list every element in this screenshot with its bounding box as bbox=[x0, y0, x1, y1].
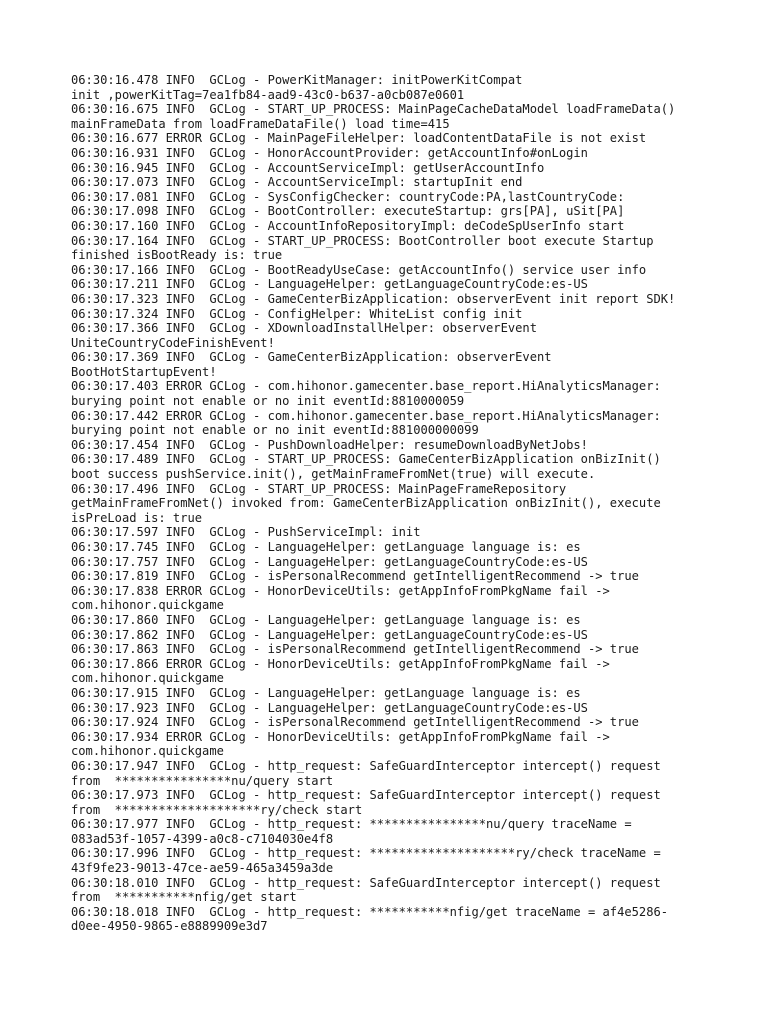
log-line: finished isBootReady is: true bbox=[71, 248, 283, 263]
log-line: com.hihonor.quickgame bbox=[71, 598, 224, 613]
log-line: 06:30:17.454 INFO GCLog - PushDownloadHelper: resumeDownloadByNetJobs! bbox=[71, 437, 588, 452]
log-line: 06:30:17.211 INFO GCLog - LanguageHelper: getLanguageCountryCode:es-US bbox=[71, 277, 588, 292]
log-line: 06:30:17.166 INFO GCLog - BootReadyUseCase: getAccountInfo() service user info bbox=[71, 262, 647, 277]
log-line: 06:30:17.496 INFO GCLog - START_UP_PROCESS: MainPageFrameRepository bbox=[71, 481, 567, 496]
log-line: 06:30:16.677 ERROR GCLog - MainPageFileHelper: loadContentDataFile is not exist bbox=[71, 131, 647, 146]
log-line: 06:30:17.973 INFO GCLog - http_request: SafeGuardInterceptor intercept() request bbox=[71, 788, 661, 803]
log-line: 06:30:17.977 INFO GCLog - http_request: ****************nu/query traceName = bbox=[71, 817, 632, 832]
log-line: UniteCountryCodeFinishEvent! bbox=[71, 335, 275, 350]
log-line: 083ad53f-1057-4399-a0c8-c7104030e4f8 bbox=[71, 831, 334, 846]
log-line: com.hihonor.quickgame bbox=[71, 671, 224, 686]
log-line: 06:30:17.934 ERROR GCLog - HonorDeviceUtils: getAppInfoFromPkgName fail -> bbox=[71, 729, 610, 744]
log-line: 06:30:18.018 INFO GCLog - http_request: ***********nfig/get traceName = af4e5286- bbox=[71, 904, 669, 919]
log-line: 06:30:16.931 INFO GCLog - HonorAccountProvider: getAccountInfo#onLogin bbox=[71, 145, 588, 160]
log-line: 06:30:17.324 INFO GCLog - ConfigHelper: WhiteList config init bbox=[71, 306, 523, 321]
log-line: from ****************nu/query start bbox=[71, 773, 334, 788]
log-line: boot success pushService.init(), getMainFrameFromNet(true) will execute. bbox=[71, 467, 596, 482]
log-line: 06:30:17.073 INFO GCLog - AccountServiceImpl: startupInit end bbox=[71, 175, 523, 190]
log-line: 06:30:17.164 INFO GCLog - START_UP_PROCESS: BootController boot execute Startup bbox=[71, 233, 654, 248]
log-line: from ********************ry/check start bbox=[71, 802, 363, 817]
log-line: 06:30:17.838 ERROR GCLog - HonorDeviceUtils: getAppInfoFromPkgName fail -> bbox=[71, 583, 610, 598]
log-line: 06:30:17.915 INFO GCLog - LanguageHelper: getLanguage language is: es bbox=[71, 685, 581, 700]
log-line: 06:30:16.945 INFO GCLog - AccountServiceImpl: getUserAccountInfo bbox=[71, 160, 545, 175]
log-line: 06:30:16.675 INFO GCLog - START_UP_PROCESS: MainPageCacheDataModel loadFrameData() bbox=[71, 102, 676, 117]
log-text-block bbox=[71, 73, 711, 934]
log-line: 06:30:17.866 ERROR GCLog - HonorDeviceUtils: getAppInfoFromPkgName fail -> bbox=[71, 656, 610, 671]
log-line: from ***********nfig/get start bbox=[71, 890, 297, 905]
log-line: 06:30:17.745 INFO GCLog - LanguageHelper: getLanguage language is: es bbox=[71, 540, 581, 554]
log-line: getMainFrameFromNet() invoked from: GameCenterBizApplication onBizInit(), execute bbox=[71, 496, 661, 511]
log-line: 06:30:17.923 INFO GCLog - LanguageHelper: getLanguageCountryCode:es-US bbox=[71, 700, 588, 715]
log-line: com.hihonor.quickgame bbox=[71, 744, 224, 759]
log-line: 06:30:17.323 INFO GCLog - GameCenterBizApplication: observerEvent init report SDK! bbox=[71, 291, 676, 306]
log-line: 06:30:17.098 INFO GCLog - BootController: executeStartup: grs[PA], uSit[PA] bbox=[71, 204, 625, 219]
log-line: 06:30:18.010 INFO GCLog - http_request: SafeGuardInterceptor intercept() request bbox=[71, 875, 661, 890]
log-line: 06:30:17.160 INFO GCLog - AccountInfoRepositoryImpl: deCodeSpUserInfo start bbox=[71, 218, 625, 233]
log-line: 06:30:17.403 ERROR GCLog - com.hihonor.gamecenter.base_report.HiAnalyticsManager: bbox=[71, 379, 661, 394]
log-line: 06:30:17.442 ERROR GCLog - com.hihonor.gamecenter.base_report.HiAnalyticsManager: bbox=[71, 408, 661, 423]
log-line: 06:30:17.863 INFO GCLog - isPersonalRecommend getIntelligentRecommend -> true bbox=[71, 642, 639, 657]
log-line: 06:30:17.081 INFO GCLog - SysConfigChecker: countryCode:PA,lastCountryCode: bbox=[71, 189, 625, 204]
log-line: init ,powerKitTag=7ea1fb84-aad9-43c0-b637-a0cb087e0601 bbox=[71, 87, 465, 102]
log-line: burying point not enable or no init eventId:881000000099 bbox=[71, 423, 479, 438]
log-line: 06:30:17.996 INFO GCLog - http_request: ********************ry/check traceName = bbox=[71, 846, 661, 861]
log-line: 06:30:17.366 INFO GCLog - XDownloadInstallHelper: observerEvent bbox=[71, 321, 537, 336]
log-line: mainFrameData from loadFrameDataFile() load time=415 bbox=[71, 116, 450, 131]
log-line: 06:30:17.597 INFO GCLog - PushServiceImpl: init bbox=[71, 525, 421, 540]
log-line: 06:30:16.478 INFO GCLog - PowerKitManager: initPowerKitCompat bbox=[71, 73, 523, 87]
log-line: 43f9fe23-9013-47ce-ae59-465a3459a3de bbox=[71, 861, 334, 876]
log-line: isPreLoad is: true bbox=[71, 510, 203, 525]
log-line: 06:30:17.947 INFO GCLog - http_request: SafeGuardInterceptor intercept() request bbox=[71, 758, 661, 773]
log-line: 06:30:17.757 INFO GCLog - LanguageHelper: getLanguageCountryCode:es-US bbox=[71, 554, 588, 569]
log-line: 06:30:17.862 INFO GCLog - LanguageHelper: getLanguageCountryCode:es-US bbox=[71, 627, 588, 642]
log-line: 06:30:17.489 INFO GCLog - START_UP_PROCESS: GameCenterBizApplication onBizInit() bbox=[71, 452, 661, 467]
log-line: 06:30:17.819 INFO GCLog - isPersonalRecommend getIntelligentRecommend -> true bbox=[71, 569, 639, 584]
log-line: 06:30:17.860 INFO GCLog - LanguageHelper: getLanguage language is: es bbox=[71, 612, 581, 627]
log-line: d0ee-4950-9865-e8889909e3d7 bbox=[71, 919, 268, 934]
log-line: BootHotStartupEvent! bbox=[71, 364, 217, 379]
log-line: 06:30:17.924 INFO GCLog - isPersonalRecommend getIntelligentRecommend -> true bbox=[71, 715, 639, 730]
log-line: burying point not enable or no init eventId:8810000059 bbox=[71, 394, 465, 409]
log-line: 06:30:17.369 INFO GCLog - GameCenterBizApplication: observerEvent bbox=[71, 350, 552, 365]
